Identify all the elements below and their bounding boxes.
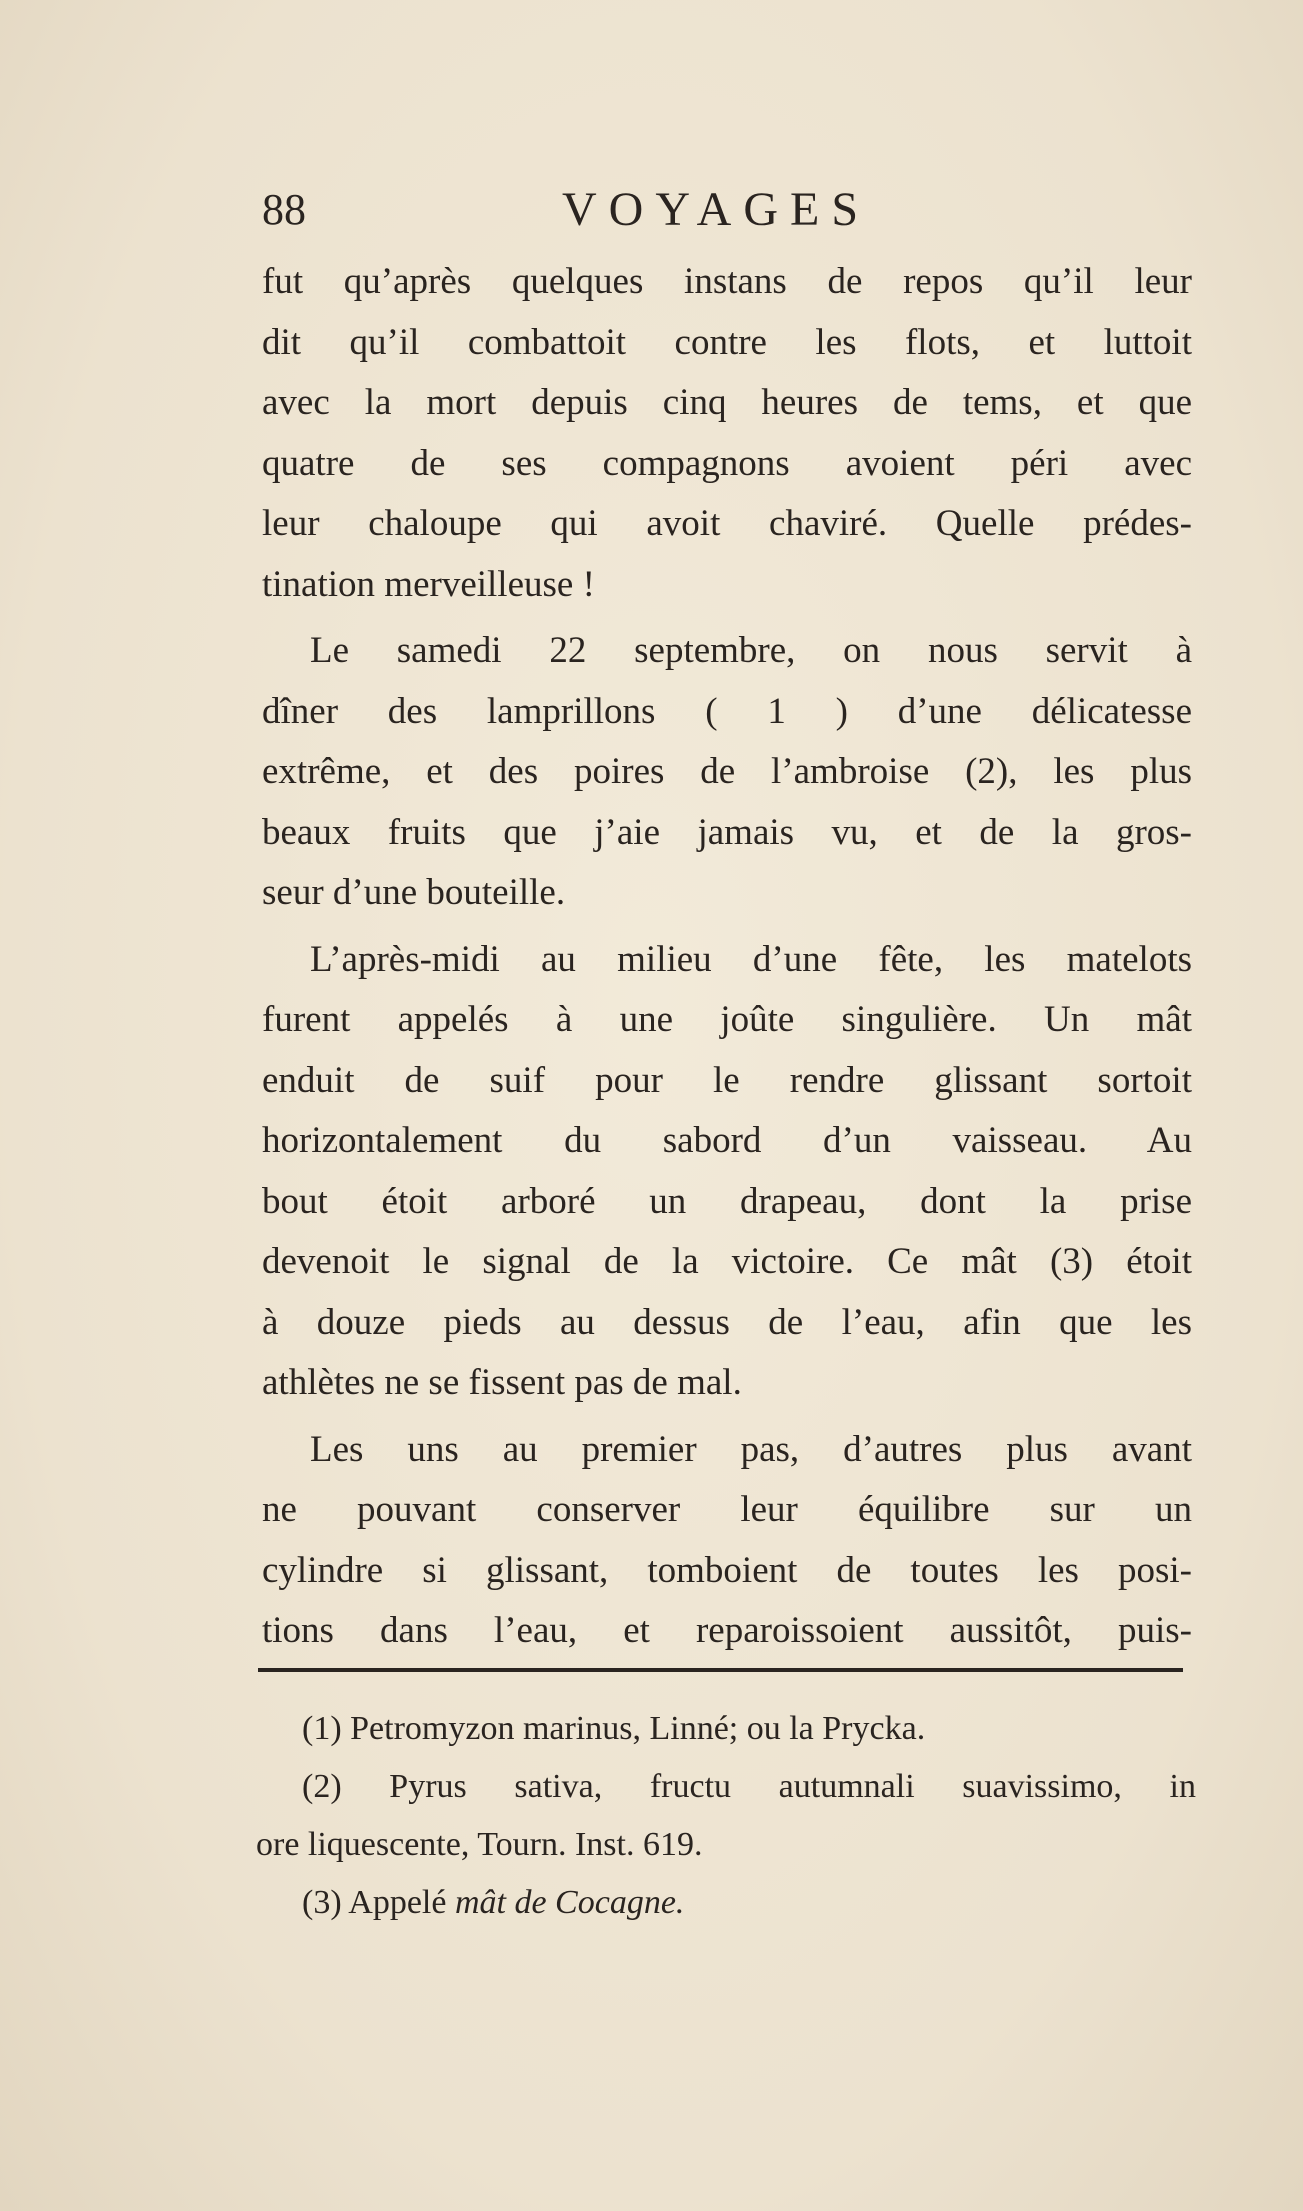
footnotes [256,1700,1196,1932]
text-line: beaux fruits que j’aie jamais vu, et de la gros- [262,811,1192,853]
text-line: L’après-midi au milieu d’une fête, les matelots [310,938,1192,980]
page-header [262,175,902,245]
text-line: athlètes ne se fissent pas de mal. [262,1362,742,1403]
footnote-rule [258,1668,1183,1672]
text-line: devenoit le signal de la victoire. Ce mât (3) étoit [262,1241,1192,1282]
page-number: 88 [262,185,306,234]
text-line: bout étoit arboré un drapeau, dont la prise [262,1180,1192,1222]
text-line: seur d’une bouteille. [262,872,566,913]
text-line: tination merveilleuse ! [262,563,595,605]
text-line: cylindre si glissant, tomboient de toutes les posi- [262,1549,1192,1591]
text-line: à douze pieds au dessus de l’eau, afin que les [262,1301,1192,1343]
text-line: ne pouvant conserver leur équilibre sur un [262,1489,1192,1530]
text-line: fut qu’après quelques instans de repos qu’il leur [262,261,1192,302]
footnote-1: (1) Petromyzon marinus, Linné; ou la Prycka. [302,1710,926,1747]
text-line: dit qu’il combattoit contre les flots, et luttoit [262,321,1192,363]
running-title: VOYAGES [562,183,871,236]
text-line: Les uns au premier pas, d’autres plus avant [310,1428,1192,1470]
text-line: dîner des lamprillons ( 1 ) d’une délicatesse [262,690,1192,732]
text-line: enduit de suif pour le rendre glissant sortoit [262,1059,1192,1101]
footnote-3-prefix: (3) Appelé [302,1884,455,1921]
footnote-3 [256,1874,1196,1932]
text-line: furent appelés à une joûte singulière. Un mât [262,999,1192,1040]
text-line: leur chaloupe qui avoit chaviré. Quelle prédes- [262,503,1192,544]
text-line: extrême, et des poires de l’ambroise (2), les plus [262,751,1192,792]
body-text [262,252,1192,1662]
text-line: tions dans l’eau, et reparoissoient aussitôt, puis- [262,1610,1192,1651]
footnote-2-line-2: ore liquescente, Tourn. Inst. 619. [256,1826,703,1863]
text-line: quatre de ses compagnons avoient péri avec [262,442,1192,484]
footnote-2-line-1: (2) Pyrus sativa, fructu autumnali suavissimo, in [302,1768,1196,1805]
footnote-3-italic: mât de Cocagne. [454,1884,685,1921]
text-line: avec la mort depuis cinq heures de tems, et que [262,382,1192,423]
text-line: horizontalement du sabord d’un vaisseau. Au [262,1120,1192,1161]
text-line: Le samedi 22 septembre, on nous servit à [310,630,1192,671]
